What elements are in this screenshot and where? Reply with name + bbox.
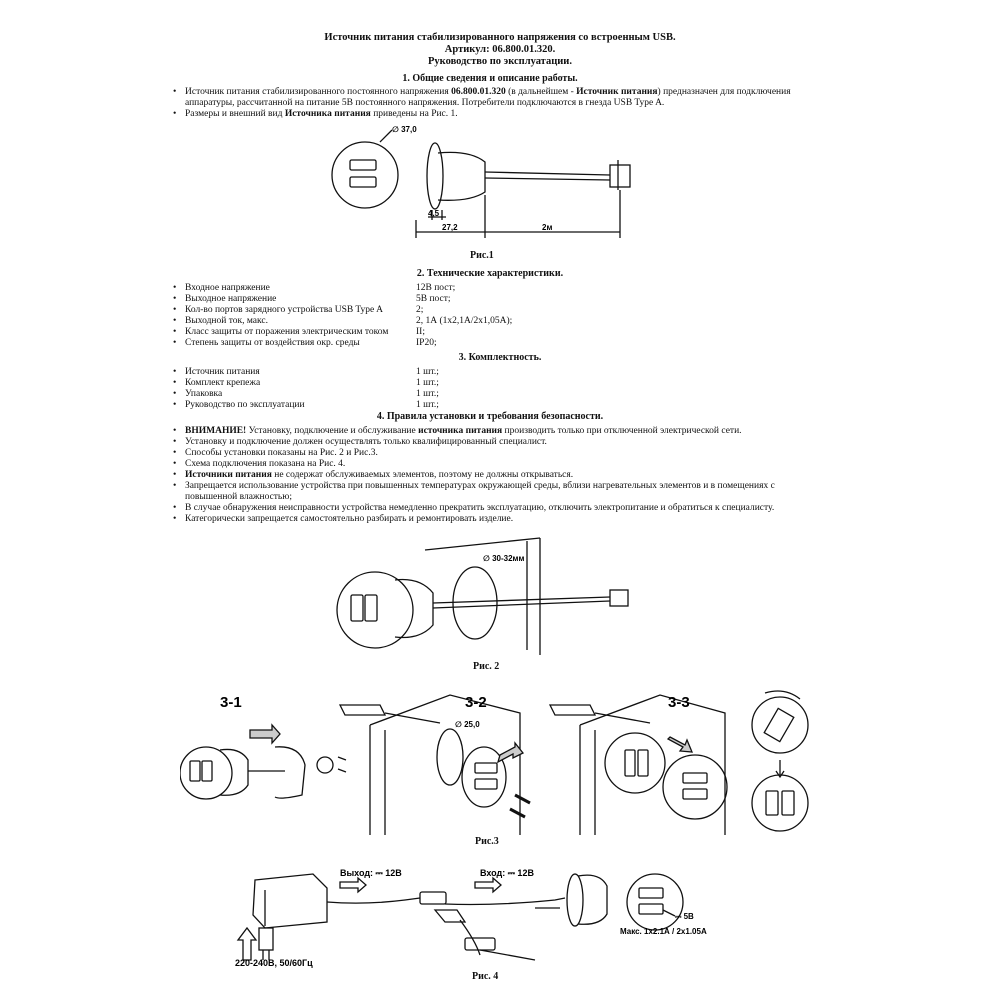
safety-item-8: • Категорически запрещается самостоятельно разбирать и ремонтировать изделие. — [185, 514, 825, 525]
rotation-arrow-icon — [765, 691, 800, 699]
fig4-usb-max: Макс. 1х2.1А / 2х1.05А — [620, 927, 707, 936]
section3-title: 3. Комплектность. — [458, 352, 542, 363]
usb-port — [475, 763, 497, 773]
usb-port — [639, 888, 663, 898]
fig3-drawing — [180, 685, 840, 835]
fig3-dim-hole: ∅ 25,0 — [455, 720, 480, 729]
doc-title: Источник питания стабилизированного напряжения со встроенным USB. — [324, 32, 676, 43]
safety-item-6-line2: повышенной влажностью; — [185, 492, 293, 502]
fig2-caption: Рис. 2 — [473, 661, 500, 672]
fig2-drawing — [325, 535, 665, 660]
kit-value: 1 шт.; — [416, 400, 439, 410]
clamp-ring — [275, 747, 305, 798]
usb-port — [202, 761, 212, 781]
spec-label: • Степень защиты от воздействия окр. среды — [185, 338, 360, 349]
doc-article: Артикул: 06.800.01.320. — [444, 44, 556, 55]
arrow-down-right-icon — [668, 737, 692, 752]
arrow-insert-icon — [498, 743, 523, 762]
usb-port — [625, 750, 635, 776]
kit-label: • Упаковка — [185, 389, 222, 400]
spec-value: 12В пост; — [416, 283, 456, 293]
safety-text: не содержат обслуживаемых элементов, поэтому не должны открываться. — [271, 470, 574, 480]
usb-port-bottom — [350, 177, 376, 187]
section2-title: 2. Технические характеристики. — [416, 268, 564, 279]
safety-term: Источники питания — [185, 470, 272, 480]
usb-side-flange — [567, 874, 583, 926]
spec-value: IP20; — [416, 338, 437, 348]
safety-text: производить только при отключенной электрической сети. — [502, 426, 742, 436]
fig4-usb-voltage: ⎓ 5В — [675, 912, 694, 921]
cable-connector-2 — [465, 938, 495, 950]
spec-label: • Выходное напряжение — [185, 294, 276, 305]
usb-port — [638, 750, 648, 776]
spec-label: • Класс защиты от поражения электрическим током — [185, 327, 388, 338]
kit-label: • Руководство по эксплуатации — [185, 400, 305, 411]
usb-front-circle — [180, 747, 232, 799]
mounting-hole — [453, 567, 497, 639]
usb-front-circle — [337, 572, 413, 648]
p1-text-e: ) предназначен для подключения — [657, 87, 791, 97]
safety-item-4: • Схема подключения показана на Рис. 4. — [185, 459, 825, 470]
fig4-mains-label: 220-240В, 50/60Гц — [235, 958, 313, 968]
usb-port — [639, 904, 663, 914]
usb-port-rotated — [764, 708, 794, 741]
usb-port — [365, 595, 377, 621]
fig4-drawing — [235, 860, 755, 970]
safety-item-6: • Запрещается использование устройства при повышенных температурах окружающей среды, вблизи нагревательных элементов и в помещениях с — [185, 481, 835, 492]
usb-side-body — [438, 152, 485, 200]
fig3-step2-label: 3-2 — [465, 694, 487, 711]
cable-line-1 — [485, 172, 610, 175]
spec-value: II; — [416, 327, 425, 337]
fig3-caption: Рис.3 — [475, 836, 499, 847]
fig3-step1-label: 3-1 — [220, 694, 242, 711]
p1-article: 06.800.01.320 — [451, 87, 506, 97]
safety-text: Установку, подключение и обслуживание — [246, 426, 419, 436]
usb-port — [782, 791, 794, 815]
usb-port — [190, 761, 200, 781]
safety-term: источника питания — [418, 426, 503, 436]
usb-port — [351, 595, 363, 621]
arrow-up-icon — [238, 928, 256, 960]
section1-paragraph1 — [185, 87, 825, 98]
safety-item-5 — [185, 470, 825, 481]
warning-label: ВНИМАНИЕ! — [185, 426, 247, 436]
usb-port — [766, 791, 778, 815]
fig2-dim-hole: ∅ 30-32мм — [483, 554, 525, 563]
p1-text-a: Источник питания стабилизированного постоянного напряжения — [185, 87, 452, 97]
spec-value: 2; — [416, 305, 424, 315]
power-adapter — [253, 874, 327, 928]
mains-plug — [259, 928, 273, 950]
safety-item-2: • Установку и подключение должен осуществлять только квалифицированный специалист. — [185, 437, 825, 448]
p2-text-a: Размеры и внешний вид — [185, 109, 285, 119]
kit-label: • Источник питания — [185, 367, 260, 378]
p2-text-c: приведены на Рис. 1. — [370, 109, 458, 119]
cable-connector — [340, 705, 385, 715]
arrow-output-icon — [340, 878, 366, 892]
fig1-drawing — [320, 120, 680, 260]
fig1-dim-diameter: ∅ 37,0 — [392, 125, 417, 134]
mounting-hole — [437, 729, 463, 785]
usb-front-circle — [627, 874, 683, 930]
usb-front-cover — [663, 755, 727, 819]
screws — [338, 757, 346, 772]
section1-paragraph2 — [185, 109, 825, 120]
adapter-connector — [420, 892, 446, 904]
detail-circle-top — [752, 697, 808, 753]
wall-panel — [580, 695, 725, 835]
spec-label: • Входное напряжение — [185, 283, 270, 294]
washer — [317, 757, 333, 773]
fig1-dim-depth: 4,5 — [428, 209, 440, 218]
safety-item-7: • В случае обнаружения неисправности устройства немедленно прекратить эксплуатацию, отключить электропитание и обратиться к специалисту. — [185, 503, 835, 514]
kit-label: • Комплект крепежа — [185, 378, 260, 389]
detail-circle-bottom — [752, 775, 808, 831]
arrow-input-icon — [475, 878, 501, 892]
fig4-caption: Рис. 4 — [472, 971, 499, 982]
safety-item-3: • Способы установки показаны на Рис. 2 и Рис.3. — [185, 448, 825, 459]
section1-title: 1. Общие сведения и описание работы. — [402, 73, 578, 84]
fig1-dim-length: 27,2 — [442, 223, 458, 232]
spec-value: 5В пост; — [416, 294, 451, 304]
cable-connector — [550, 705, 595, 715]
kit-value: 1 шт.; — [416, 378, 439, 388]
safety-item-1 — [185, 426, 825, 437]
spec-value: 2, 1А (1х2,1А/2х1,05А); — [416, 316, 513, 326]
usb-port — [475, 779, 497, 789]
p2-term: Источника питания — [284, 109, 371, 119]
usb-port-top — [350, 160, 376, 170]
section4-title: 4. Правила установки и требования безопасности. — [376, 411, 604, 422]
cable-connector — [610, 165, 630, 187]
cable-line-2 — [485, 178, 610, 180]
fig1-caption: Рис.1 — [470, 250, 494, 261]
kit-value: 1 шт.; — [416, 389, 439, 399]
fig4-input-label: Вход: ⎓ 12В — [480, 868, 534, 878]
fig4-output-label: Выход: ⎓ 12В — [340, 868, 402, 878]
kit-value: 1 шт.; — [416, 367, 439, 377]
usb-port — [683, 789, 707, 799]
doc-subtitle: Руководство по эксплуатации. — [428, 56, 572, 67]
fig1-dim-cable: 2м — [542, 223, 553, 232]
usb-front-circle — [332, 142, 398, 208]
spec-label: • Выходной ток, макс. — [185, 316, 268, 327]
p1-term: Источник питания — [576, 87, 658, 97]
fig3-step3-label: 3-3 — [668, 694, 690, 711]
p1-text-c: (в дальнейшем - — [505, 87, 577, 97]
section1-paragraph1-line2: аппаратуры, рассчитанной на питание 5В постоянного напряжения. Потребители подключаются в гнезда USB Type A. — [185, 98, 665, 108]
spec-label: • Кол-во портов зарядного устройства USB Type A — [185, 305, 383, 316]
usb-port — [683, 773, 707, 783]
arrow-right-icon — [250, 725, 280, 743]
